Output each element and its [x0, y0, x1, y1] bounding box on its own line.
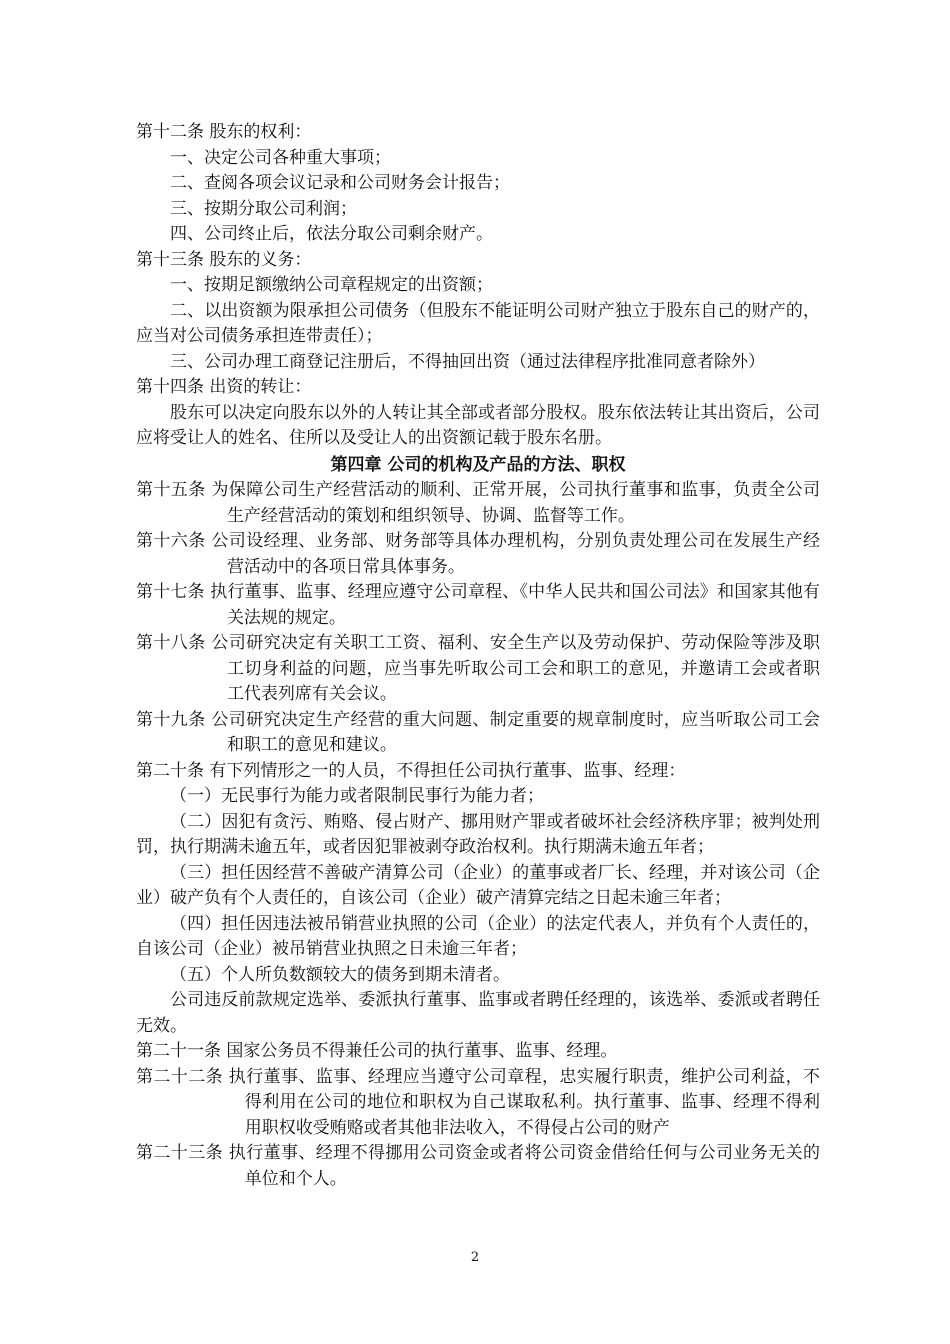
article-12-item: 二、查阅各项会议记录和公司财务会计报告；: [170, 173, 510, 193]
article-13-item: 二、以出资额为限承担公司债务（但股东不能证明公司财产独立于股东自己的财产的，应当对公司债务承担连带责任）；: [136, 300, 820, 346]
article-20-item: （二）因犯有贪污、贿赂、侵占财产、挪用财产罪或者破坏社会经济秩序罪；被判处刑罚，执行期满未逾五年，或者因犯罪被剥夺政治权利。执行期满未逾五年者；: [136, 811, 820, 857]
article-20-item: （三）担任因经营不善破产清算公司（企业）的董事或者厂长、经理，并对该公司（企业）破产负有个人责任的，自该公司（企业）破产清算完结之日起未逾三年者；: [136, 862, 820, 908]
article-13-item: 三、公司办理工商登记注册后，不得抽回出资（通过法律程序批准同意者除外）: [170, 351, 765, 372]
article-20-heading: 第二十条 有下列情形之一的人员，不得担任公司执行董事、监事、经理：: [136, 760, 686, 781]
article-20-item: （一）无民事行为能力或者限制民事行为能力者；: [170, 786, 544, 806]
article-20-closing: 公司违反前款规定选举、委派执行董事、监事或者聘任经理的，该选举、委派或者聘任无效。: [136, 990, 820, 1036]
chapter-title: 第四章 公司的机构及产品的方法、职权: [330, 454, 626, 475]
article-21: 第二十一条 国家公务员不得兼任公司的执行董事、监事、经理。: [136, 1041, 618, 1061]
article-14-heading: 第十四条 出资的转让：: [136, 377, 312, 397]
article-14-body: 股东可以决定向股东以外的人转让其全部或者部分股权。股东依法转让其出资后，公司应将受让人的姓名、住所以及受让人的出资额记载于股东名册。: [136, 402, 820, 448]
article-20-item: （五）个人所负数额较大的债务到期未清者。: [170, 964, 510, 985]
article-16: 第十六条 公司设经理、业务部、财务部等具体办理机构，分别负责处理公司在发展生产经营活动中的各项日常具体事务。: [136, 531, 820, 577]
article-15: 第十五条 为保障公司生产经营活动的顺利、正常开展，公司执行董事和监事，负责全公司生产经营活动的策划和组织领导、协调、监督等工作。: [136, 480, 820, 526]
article-20-item: （四）担任因违法被吊销营业执照的公司（企业）的法定代表人，并负有个人责任的，自该公司（企业）被吊销营业执照之日未逾三年者；: [136, 913, 820, 959]
article-12-item: 四、公司终止后，依法分取公司剩余财产。: [170, 224, 493, 244]
article-13-item: 一、按期足额缴纳公司章程规定的出资额；: [170, 275, 493, 295]
article-12-item: 一、决定公司各种重大事项；: [170, 147, 391, 168]
article-18: 第十八条 公司研究决定有关职工工资、福利、安全生产以及劳动保护、劳动保险等涉及职工切身利益的问题，应当事先听取公司工会和职工的意见，并邀请工会或者职工代表列席有关会议。: [136, 633, 820, 704]
document-body: [136, 120, 820, 1192]
article-17: 第十七条 执行董事、监事、经理应遵守公司章程、《中华人民共和国公司法》和国家其他有关法规的规定。: [136, 582, 820, 628]
article-23: 第二十三条 执行董事、经理不得挪用公司资金或者将公司资金借给任何与公司业务无关的单位和个人。: [136, 1143, 820, 1189]
article-13-heading: 第十三条 股东的义务：: [136, 249, 312, 270]
page-number: 2: [470, 1250, 480, 1265]
article-19: 第十九条 公司研究决定生产经营的重大问题、制定重要的规章制度时，应当听取公司工会和职工的意见和建议。: [136, 709, 820, 755]
article-12-heading: 第十二条 股东的权利：: [136, 122, 312, 142]
article-22: 第二十二条 执行董事、监事、经理应当遵守公司章程，忠实履行职责，维护公司利益，不得利用在公司的地位和职权为自己谋取私利。执行董事、监事、经理不得利用职权收受贿赂或者其他非法收入，不得侵占公司的财产: [136, 1066, 820, 1138]
article-12-item: 三、按期分取公司利润；: [170, 198, 357, 219]
